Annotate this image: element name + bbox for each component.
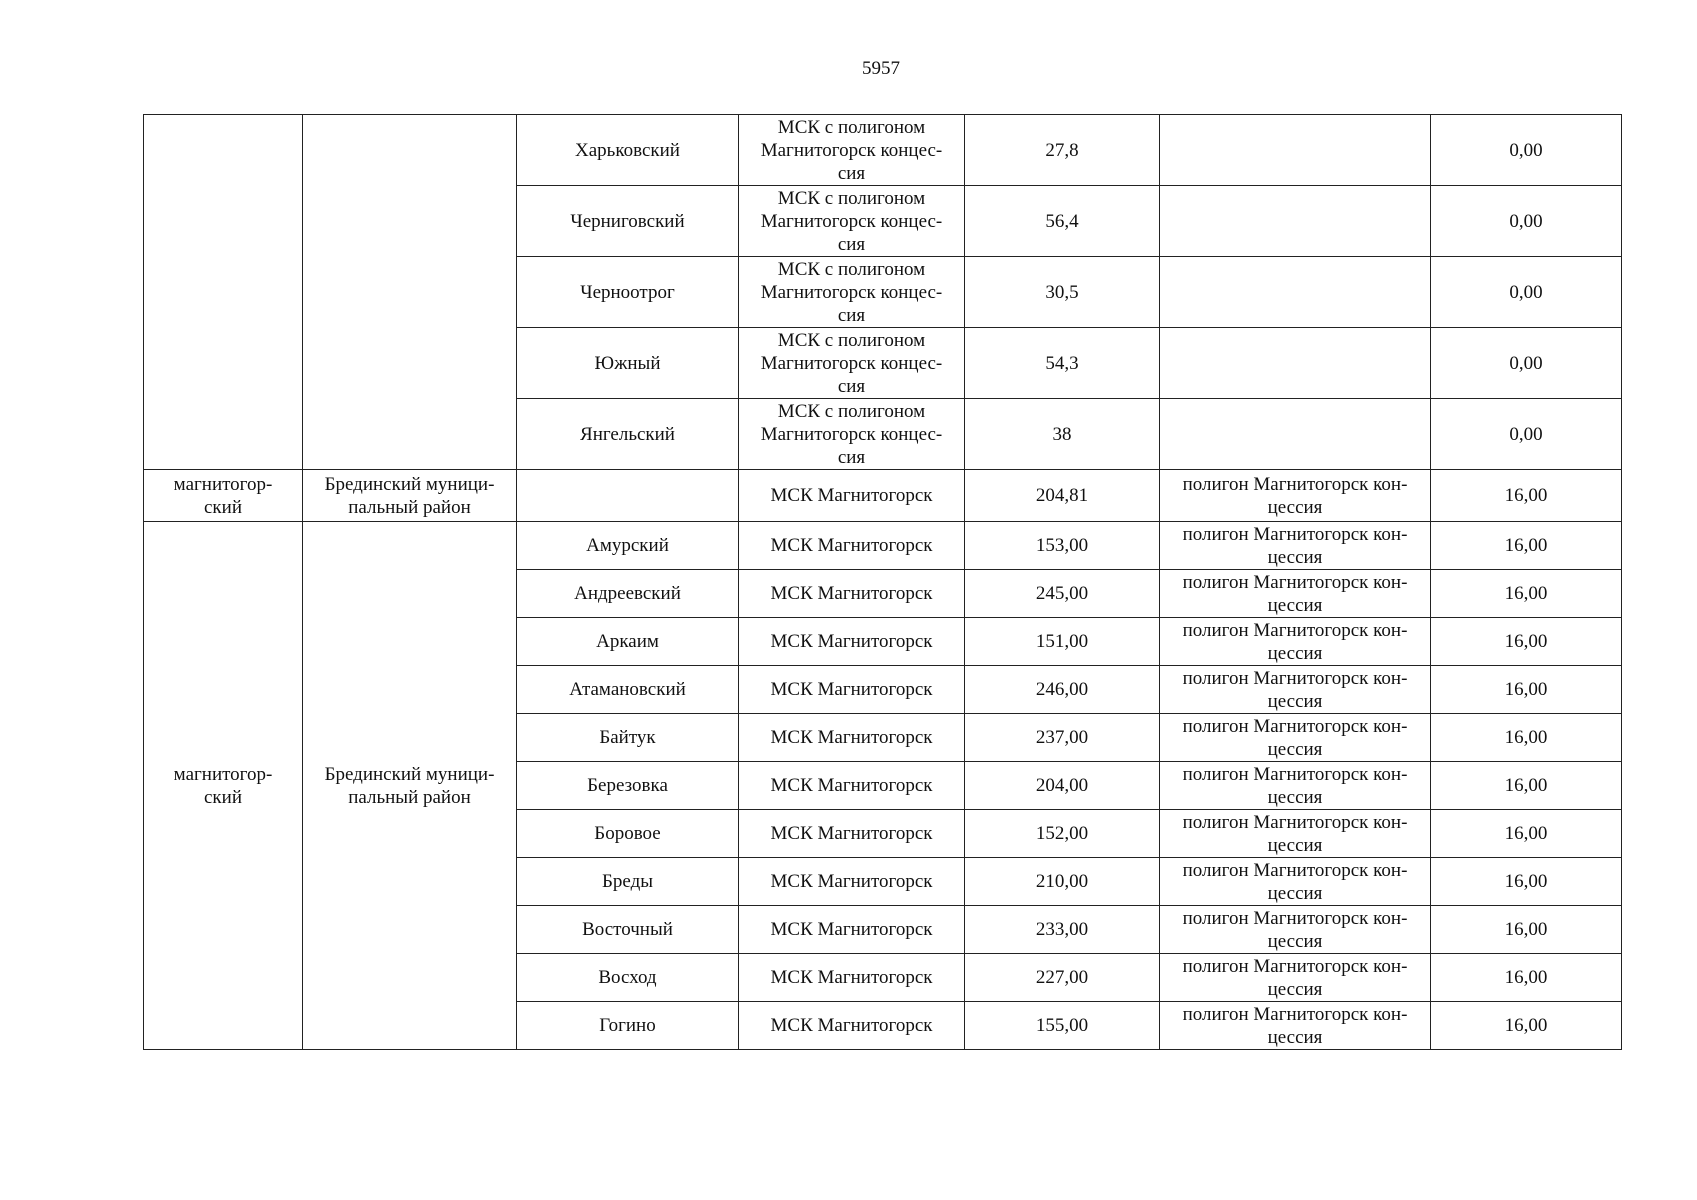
tariff-cell: 0,00 xyxy=(1431,115,1622,186)
facility-cell xyxy=(1160,570,1431,618)
operator-cell xyxy=(739,186,965,257)
district-cell-line: пальный район xyxy=(348,496,471,518)
facility-cell xyxy=(1160,328,1431,399)
facility-cell xyxy=(1160,186,1431,257)
zone-cell xyxy=(144,470,303,522)
tariff-cell: 16,00 xyxy=(1431,810,1622,858)
tariff-cell: 16,00 xyxy=(1431,954,1622,1002)
facility-cell-line: цессия xyxy=(1267,930,1323,952)
tariff-cell: 0,00 xyxy=(1431,399,1622,470)
tariff-cell: 16,00 xyxy=(1431,714,1622,762)
settlement-cell: Амурский xyxy=(517,522,739,570)
value-cell: 237,00 xyxy=(965,714,1160,762)
district-cell-line: пальный район xyxy=(348,786,471,808)
tariff-cell: 16,00 xyxy=(1431,762,1622,810)
tariff-cell: 16,00 xyxy=(1431,618,1622,666)
settlement-cell: Черноотрог xyxy=(517,257,739,328)
operator-cell-line: сия xyxy=(837,304,866,326)
operator-cell-line: Магнитогорск концес- xyxy=(760,139,943,161)
value-cell: 30,5 xyxy=(965,257,1160,328)
table-row xyxy=(144,115,1622,186)
settlement-cell: Черниговский xyxy=(517,186,739,257)
facility-cell-line: цессия xyxy=(1267,546,1323,568)
facility-cell-line: цессия xyxy=(1267,882,1323,904)
operator-cell-line: МСК с полигоном xyxy=(777,187,926,209)
facility-cell-line: цессия xyxy=(1267,738,1323,760)
settlement-cell xyxy=(517,470,739,522)
settlement-cell: Андреевский xyxy=(517,570,739,618)
facility-cell-line: цессия xyxy=(1267,594,1323,616)
facility-cell xyxy=(1160,115,1431,186)
value-cell: 27,8 xyxy=(965,115,1160,186)
facility-cell xyxy=(1160,666,1431,714)
operator-cell-line: МСК с полигоном xyxy=(777,400,926,422)
settlement-cell: Атамановский xyxy=(517,666,739,714)
operator-cell-line: Магнитогорск концес- xyxy=(760,210,943,232)
settlement-cell: Янгельский xyxy=(517,399,739,470)
district-cell xyxy=(303,115,517,470)
value-cell: 151,00 xyxy=(965,618,1160,666)
facility-cell xyxy=(1160,762,1431,810)
operator-cell xyxy=(739,115,965,186)
value-cell: 153,00 xyxy=(965,522,1160,570)
facility-cell-line: полигон Магнитогорск кон- xyxy=(1182,1003,1408,1025)
value-cell: 38 xyxy=(965,399,1160,470)
tariff-cell: 16,00 xyxy=(1431,470,1622,522)
operator-cell-line: Магнитогорск концес- xyxy=(760,423,943,445)
operator-cell-line: сия xyxy=(837,233,866,255)
tariff-cell: 16,00 xyxy=(1431,1002,1622,1050)
settlement-cell: Гогино xyxy=(517,1002,739,1050)
operator-cell: МСК Магнитогорск xyxy=(739,666,965,714)
facility-cell-line: полигон Магнитогорск кон- xyxy=(1182,667,1408,689)
operator-cell: МСК Магнитогорск xyxy=(739,954,965,1002)
facility-cell-line: полигон Магнитогорск кон- xyxy=(1182,715,1408,737)
operator-cell-line: Магнитогорск концес- xyxy=(760,352,943,374)
facility-cell xyxy=(1160,399,1431,470)
zone-cell xyxy=(144,115,303,470)
value-cell: 54,3 xyxy=(965,328,1160,399)
facility-cell xyxy=(1160,954,1431,1002)
facility-cell xyxy=(1160,470,1431,522)
value-cell: 204,00 xyxy=(965,762,1160,810)
settlement-cell: Березовка xyxy=(517,762,739,810)
tariff-cell: 16,00 xyxy=(1431,522,1622,570)
value-cell: 245,00 xyxy=(965,570,1160,618)
district-cell xyxy=(303,470,517,522)
facility-cell xyxy=(1160,810,1431,858)
facility-cell-line: цессия xyxy=(1267,834,1323,856)
settlement-cell: Харьковский xyxy=(517,115,739,186)
value-cell: 233,00 xyxy=(965,906,1160,954)
facility-cell-line: цессия xyxy=(1267,786,1323,808)
facility-cell-line: полигон Магнитогорск кон- xyxy=(1182,907,1408,929)
settlement-cell: Бреды xyxy=(517,858,739,906)
tariff-cell: 0,00 xyxy=(1431,328,1622,399)
facility-cell xyxy=(1160,257,1431,328)
facility-cell-line: цессия xyxy=(1267,496,1323,518)
facility-cell-line: цессия xyxy=(1267,690,1323,712)
operator-cell-line: МСК с полигоном xyxy=(777,258,926,280)
facility-cell-line: полигон Магнитогорск кон- xyxy=(1182,523,1408,545)
facility-cell-line: цессия xyxy=(1267,1026,1323,1048)
operator-cell: МСК Магнитогорск xyxy=(739,1002,965,1050)
settlement-cell: Аркаим xyxy=(517,618,739,666)
tariff-cell: 0,00 xyxy=(1431,257,1622,328)
facility-cell xyxy=(1160,714,1431,762)
operator-cell xyxy=(739,328,965,399)
operator-cell: МСК Магнитогорск xyxy=(739,570,965,618)
settlement-cell: Южный xyxy=(517,328,739,399)
district-cell xyxy=(303,522,517,1050)
tariff-cell: 16,00 xyxy=(1431,858,1622,906)
value-cell: 210,00 xyxy=(965,858,1160,906)
tariff-cell: 0,00 xyxy=(1431,186,1622,257)
page-number: 5957 xyxy=(862,58,900,79)
tariff-cell: 16,00 xyxy=(1431,666,1622,714)
tariff-cell: 16,00 xyxy=(1431,906,1622,954)
zone-cell-line: ский xyxy=(204,496,242,518)
value-cell: 56,4 xyxy=(965,186,1160,257)
facility-cell xyxy=(1160,906,1431,954)
table-body xyxy=(144,115,1622,1050)
operator-cell-line: сия xyxy=(837,162,866,184)
zone-cell-line: магнитогор- xyxy=(173,763,273,785)
operator-cell-line: МСК с полигоном xyxy=(777,329,926,351)
settlement-cell: Боровое xyxy=(517,810,739,858)
operator-cell: МСК Магнитогорск xyxy=(739,810,965,858)
operator-cell: МСК Магнитогорск xyxy=(739,858,965,906)
tariff-cell: 16,00 xyxy=(1431,570,1622,618)
operator-cell: МСК Магнитогорск xyxy=(739,762,965,810)
value-cell: 155,00 xyxy=(965,1002,1160,1050)
facility-cell-line: цессия xyxy=(1267,642,1323,664)
facility-cell-line: полигон Магнитогорск кон- xyxy=(1182,571,1408,593)
operator-cell xyxy=(739,257,965,328)
facility-cell-line: полигон Магнитогорск кон- xyxy=(1182,955,1408,977)
zone-cell-line: магнитогор- xyxy=(173,473,273,495)
operator-cell-line: Магнитогорск концес- xyxy=(760,281,943,303)
settlement-cell: Байтук xyxy=(517,714,739,762)
operator-cell: МСК Магнитогорск xyxy=(739,906,965,954)
facility-cell-line: полигон Магнитогорск кон- xyxy=(1182,859,1408,881)
facility-cell-line: полигон Магнитогорск кон- xyxy=(1182,473,1408,495)
facility-cell xyxy=(1160,1002,1431,1050)
settlement-cell: Восточный xyxy=(517,906,739,954)
operator-cell: МСК Магнитогорск xyxy=(739,470,965,522)
facility-cell-line: полигон Магнитогорск кон- xyxy=(1182,763,1408,785)
operator-cell-line: МСК с полигоном xyxy=(777,116,926,138)
zone-cell-line: ский xyxy=(204,786,242,808)
facility-cell-line: полигон Магнитогорск кон- xyxy=(1182,811,1408,833)
summary-row xyxy=(144,470,1622,522)
facility-cell xyxy=(1160,522,1431,570)
operator-cell xyxy=(739,399,965,470)
operator-cell-line: сия xyxy=(837,446,866,468)
operator-cell-line: сия xyxy=(837,375,866,397)
operator-cell: МСК Магнитогорск xyxy=(739,714,965,762)
district-cell-line: Брединский муници- xyxy=(324,763,495,785)
value-cell: 227,00 xyxy=(965,954,1160,1002)
operator-cell: МСК Магнитогорск xyxy=(739,522,965,570)
settlement-cell: Восход xyxy=(517,954,739,1002)
facility-cell xyxy=(1160,618,1431,666)
value-cell: 152,00 xyxy=(965,810,1160,858)
zone-cell xyxy=(144,522,303,1050)
table-row xyxy=(144,522,1622,570)
value-cell: 246,00 xyxy=(965,666,1160,714)
facility-cell-line: полигон Магнитогорск кон- xyxy=(1182,619,1408,641)
value-cell: 204,81 xyxy=(965,470,1160,522)
facility-cell xyxy=(1160,858,1431,906)
district-cell-line: Брединский муници- xyxy=(324,473,495,495)
tariff-table xyxy=(143,114,1622,1050)
operator-cell: МСК Магнитогорск xyxy=(739,618,965,666)
facility-cell-line: цессия xyxy=(1267,978,1323,1000)
